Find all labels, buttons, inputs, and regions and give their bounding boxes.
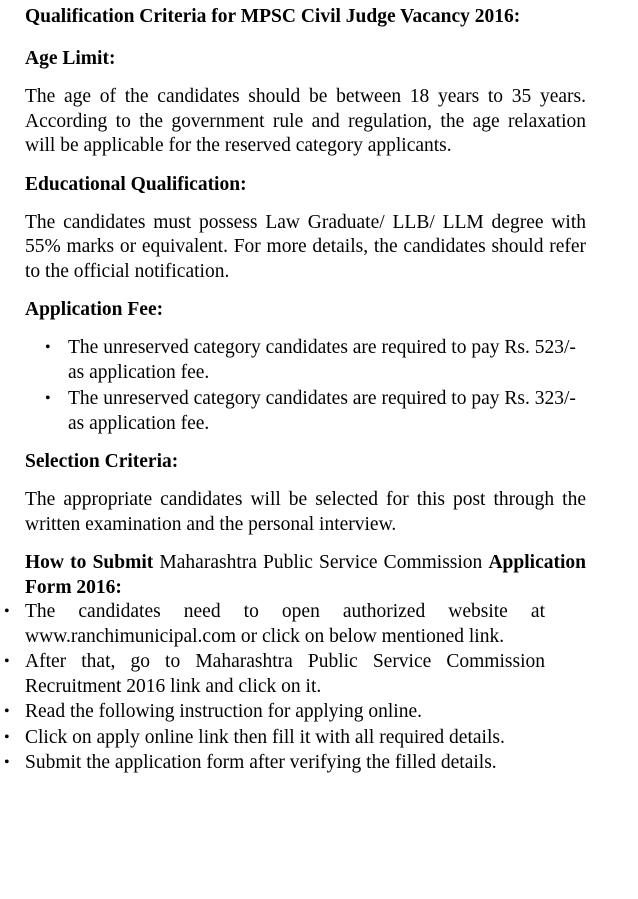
age-limit-heading: Age Limit: [25,48,116,69]
list-item [0,751,545,776]
selection-criteria-heading: Selection Criteria: [25,451,179,472]
bullet-icon: • [4,653,10,670]
list-item-text: Read the following instruction for applying online. [25,701,422,722]
list-item [0,650,545,699]
list-item-text: Submit the application form after verifying the filled details. [25,752,497,773]
list-item-text: Click on apply online link then fill it with all required details. [25,726,505,748]
content-column [25,5,586,537]
bullet-icon: • [45,390,51,407]
list-item-text: The unreserved category candidates are required to pay Rs. 323/- as application fee. [68,388,576,434]
list-item [0,726,545,751]
application-fee-heading: Application Fee: [25,299,164,320]
education-heading: Educational Qualification: [25,173,247,195]
list-item [25,336,586,385]
how-to-submit-heading [25,551,586,600]
age-limit-text: The age of the candidates should be between 18 years to 35 years. According to the government rule and regulation, the age relaxation will be applicable for the reserved category applicants. [25,86,586,156]
list-item [25,387,586,436]
submission-steps-list [0,600,638,776]
bullet-icon: • [4,754,10,771]
application-fee-list [25,336,586,436]
list-item [0,600,545,649]
list-item-text: The candidates need to open authorized website at www.ranchimunicipal.com or click on below mentioned link. [25,601,545,647]
bullet-icon: • [4,703,10,720]
bullet-icon: • [4,603,10,620]
bullet-icon: • [4,728,10,746]
how-to-submit-middle: Maharashtra Public Service Commission [153,552,489,573]
bullet-icon: • [45,339,51,356]
selection-criteria-text: The appropriate candidates will be selected for this post through the written examination and the personal interview. [25,489,586,535]
list-item-text: The unreserved category candidates are required to pay Rs. 523/- as application fee. [68,337,576,383]
list-item-text: After that, go to Maharashtra Public Service Commission Recruitment 2016 link and click on it. [25,651,545,697]
how-to-submit-bold-start: How to Submit [25,552,154,573]
how-to-submit-bold-end: Application Form 2016: [25,552,586,598]
how-to-submit-block [25,551,586,600]
education-text: The candidates must possess Law Graduate/ LLB/ LLM degree with 55% marks or equivalent. For more details, the candidates should refer to the official notification. [25,211,586,282]
list-item [0,700,545,725]
page-title: Qualification Criteria for MPSC Civil Judge Vacancy 2016: [25,6,521,27]
